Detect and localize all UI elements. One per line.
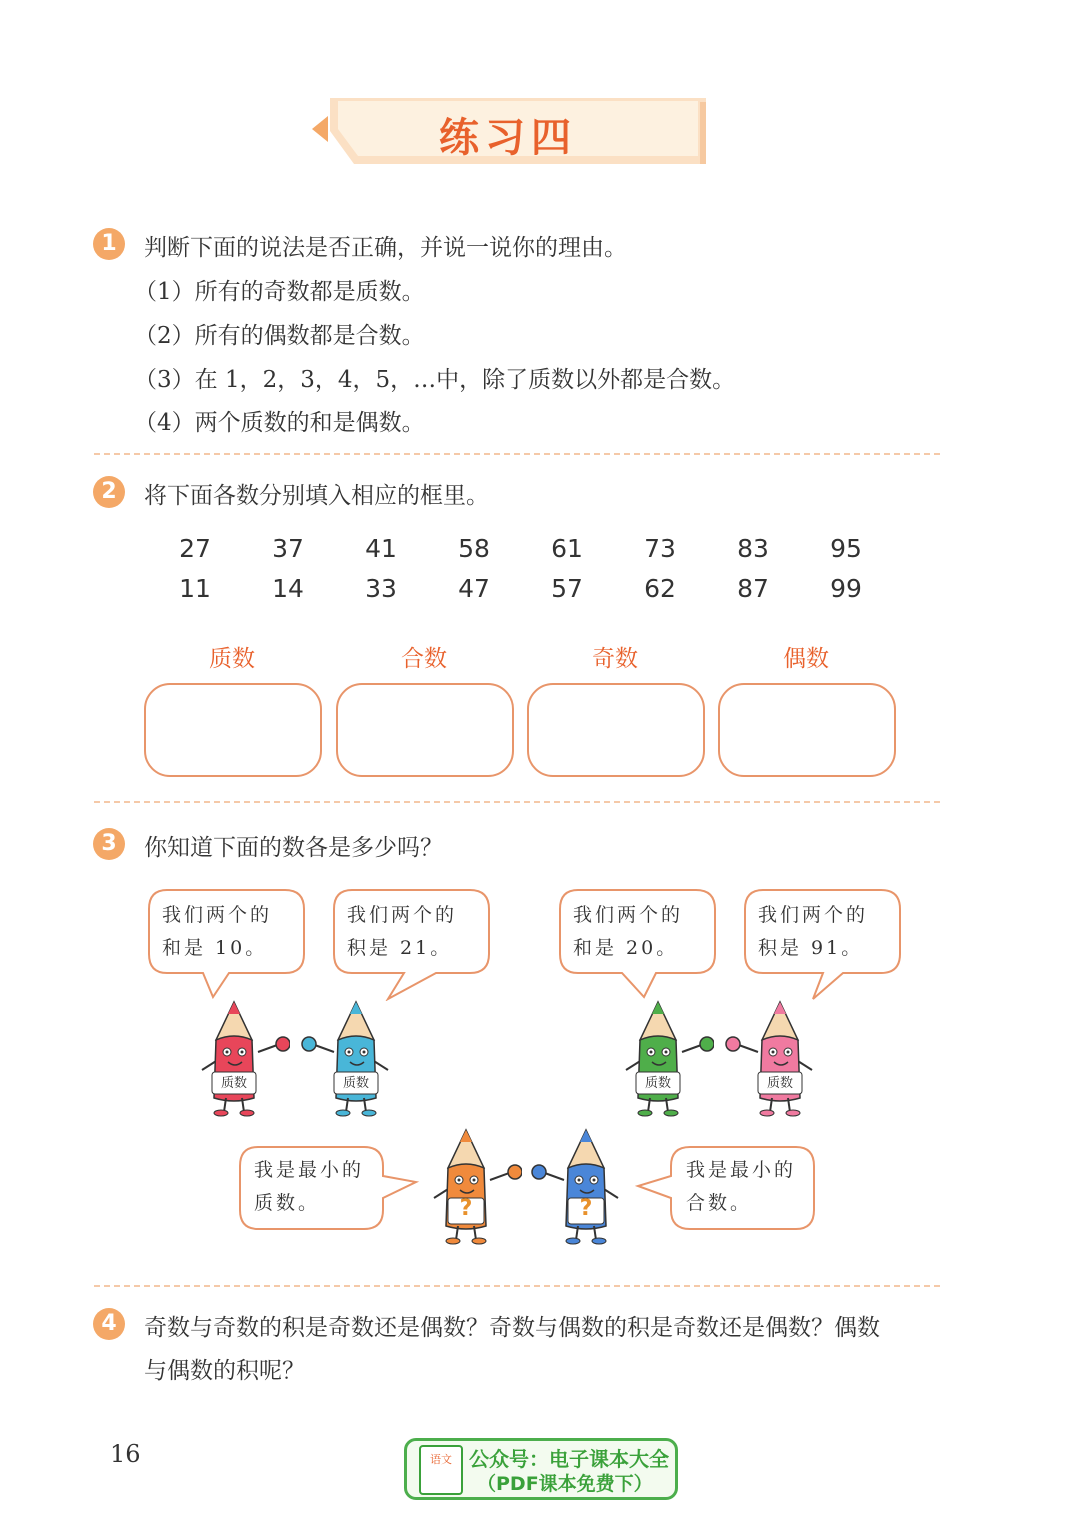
pencil-mascot-icon: [724, 1000, 820, 1118]
bubble-line-1: 我们两个的: [347, 904, 458, 926]
pencil-mascot-blue: [530, 1128, 626, 1246]
bubble-line-1: 我是最小的: [254, 1159, 365, 1181]
page-title: 练习四: [439, 114, 577, 161]
bubble-line-2: 积是 21。: [347, 937, 453, 959]
bubble-line-2: 质数。: [254, 1192, 321, 1214]
question-1-badge: 1: [93, 228, 125, 260]
category-label-composite: 合数: [401, 646, 447, 672]
number-cell: 57: [551, 574, 583, 603]
watermark-badge: [404, 1438, 678, 1500]
question-4-line-1: 奇数与奇数的积是奇数还是偶数？奇数与偶数的积是奇数还是偶数？偶数: [144, 1315, 880, 1341]
bubble-line-2: 积是 91。: [758, 937, 864, 959]
question-4-line-2: 与偶数的积呢？: [144, 1358, 305, 1384]
answer-box-odd[interactable]: [527, 683, 705, 777]
number-cell: 73: [644, 534, 676, 563]
bubble-line-2: 和是 20。: [573, 937, 679, 959]
watermark-line-1: 公众号：电子课本大全: [469, 1447, 669, 1471]
number-cell: 47: [458, 574, 490, 603]
bubble-line-1: 我是最小的: [686, 1159, 797, 1181]
speech-bubble: [743, 889, 903, 1001]
question-3-prompt: 你知道下面的数各是多少吗？: [144, 835, 443, 861]
bubble-line-1: 我们两个的: [162, 904, 273, 926]
number-cell: 41: [365, 534, 397, 563]
question-1-item-2: （2）所有的偶数都是合数。: [134, 323, 425, 349]
pencil-mascot-icon: [194, 1000, 290, 1118]
question-1-item-4: （4）两个质数的和是偶数。: [134, 410, 425, 436]
speech-bubble: [238, 1146, 420, 1232]
pencil-mascot-orange: [426, 1128, 522, 1246]
number-cell: 95: [830, 534, 862, 563]
number-cell: 14: [272, 574, 304, 603]
pencil-mascot-icon: [530, 1128, 626, 1246]
book-icon: [419, 1445, 463, 1495]
number-cell: 62: [644, 574, 676, 603]
bubble-line-2: 和是 10。: [162, 937, 268, 959]
category-label-prime: 质数: [209, 646, 255, 672]
question-mark-icon: ?: [579, 1196, 593, 1221]
number-cell: 37: [272, 534, 304, 563]
answer-box-prime[interactable]: [144, 683, 322, 777]
mascot-label: 质数: [220, 1076, 247, 1091]
pencil-mascot-cyan: [300, 1000, 396, 1118]
pencil-mascot-pink: [724, 1000, 820, 1118]
section-divider: [94, 801, 940, 803]
number-cell: 83: [737, 534, 769, 563]
question-1-prompt: 判断下面的说法是否正确，并说一说你的理由。: [144, 235, 627, 261]
number-cell: 58: [458, 534, 490, 563]
question-2-prompt: 将下面各数分别填入相应的框里。: [144, 483, 489, 509]
pencil-mascot-green: [618, 1000, 714, 1118]
watermark-line-2: （PDF课本免费下）: [477, 1473, 653, 1495]
category-label-odd: 奇数: [592, 646, 638, 672]
speech-bubble: [332, 889, 492, 1001]
title-banner: [308, 98, 708, 164]
number-cell: 27: [179, 534, 211, 563]
answer-box-composite[interactable]: [336, 683, 514, 777]
question-3-badge: 3: [93, 828, 125, 860]
book-icon-label: 语文: [430, 1453, 452, 1466]
question-1-item-1: （1）所有的奇数都是质数。: [134, 279, 425, 305]
number-cell: 99: [830, 574, 862, 603]
number-cell: 33: [365, 574, 397, 603]
mascot-label: 质数: [766, 1076, 793, 1091]
pencil-mascot-icon: [618, 1000, 714, 1118]
question-4-badge: 4: [93, 1308, 125, 1340]
page-number: 16: [110, 1440, 141, 1468]
mascot-label: 质数: [342, 1076, 369, 1091]
mascot-label: 质数: [644, 1076, 671, 1091]
question-2-badge: 2: [93, 476, 125, 508]
section-divider: [94, 1285, 940, 1287]
section-divider: [94, 453, 940, 455]
pencil-mascot-icon: [300, 1000, 396, 1118]
speech-bubble: [634, 1146, 816, 1232]
number-cell: 11: [179, 574, 211, 603]
number-cell: 61: [551, 534, 583, 563]
answer-box-even[interactable]: [718, 683, 896, 777]
question-1-item-3: （3）在 1，2，3，4，5，…中，除了质数以外都是合数。: [134, 367, 736, 393]
question-mark-icon: ?: [459, 1196, 473, 1221]
bubble-line-2: 合数。: [686, 1192, 753, 1214]
pencil-mascot-icon: [426, 1128, 522, 1246]
bubble-line-1: 我们两个的: [573, 904, 684, 926]
speech-bubble: [558, 889, 718, 1001]
pencil-mascot-red: [194, 1000, 290, 1118]
speech-bubble: [147, 889, 307, 1001]
bubble-line-1: 我们两个的: [758, 904, 869, 926]
number-cell: 87: [737, 574, 769, 603]
category-label-even: 偶数: [783, 646, 829, 672]
